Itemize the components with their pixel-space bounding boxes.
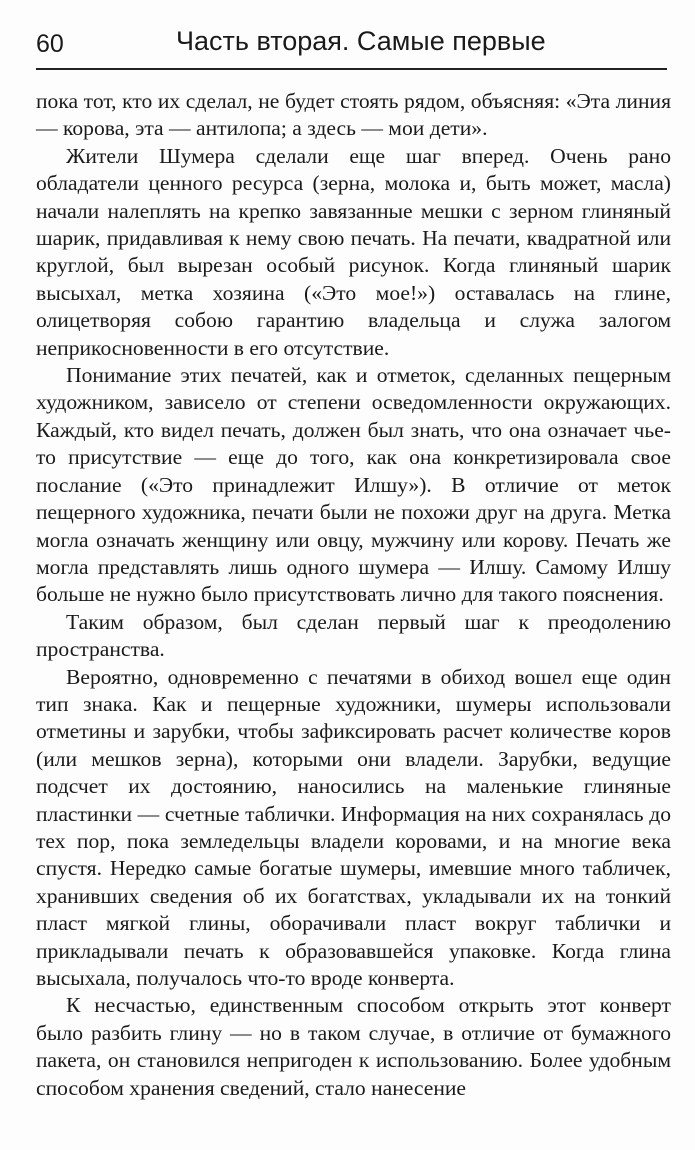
paragraph: Вероятно, одновременно с печатями в обиход вошел еще один тип знака. Как и пещерные художники, шумеры использовали отметины и зарубки, чтобы зафиксировать расчет количестве коров (или мешков зерна), которыми они владели. Зарубки, ведущие подсчет их достоянию, наносились на маленькие глиняные пластинки — счетные таблички. Информация на них сохранялась до тех пор, пока земледельцы владели коровами, и на многие века спустя. Нередко самые богатые шумеры, имевшие много табличек, хранивших сведения об их богатствах, укладывали их на тонкий пласт мягкой глины, оборачивали пласт вокруг таблички и прикладывали печать к образовавшейся упаковке. Когда глина высыхала, получалось что-то вроде конверта. [36, 664, 671, 990]
paragraph: Понимание этих печатей, как и отметок, сделанных пещерным художником, зависело от степени осведомленности окружающих. Каждый, кто видел печать, должен был знать, что она означает чье-то присутствие — еще до того, как она конкретизировала свое послание («Это принадлежит Илшу»). В отличие от меток пещерного художника, печати были не похожи друг на друга. Метка могла означать женщину или овцу, мужчину или корову. Печать же могла представлять лишь одного шумера — Илшу. Самому Илшу больше не нужно было присутствовать лично для такого пояснения. [36, 363, 671, 607]
paragraph: Таким образом, был сделан первый шаг к преодолению пространства. [36, 609, 671, 662]
running-head [36, 22, 667, 66]
paragraph: Жители Шумера сделали еще шаг вперед. Очень рано обладатели ценного ресурса (зерна, молока и, быть может, масла) начали налеплять на крепко завязанные мешки с зерном глиняный шарик, придавливая к нему свою печать. На печати, квадратной или круглой, был вырезан особый рисунок. Когда глиняный шарик высыхал, метка хозяина («Это мое!») оставалась на глине, олицетворяя собою гарантию владельца и служа залогом неприкосновенности в его отсутствие. [36, 143, 671, 360]
paragraph: К несчастью, единственным способом открыть этот конверт было разбить глину — но в таком случае, в отличие от бумажного пакета, он становился непригоден к использованию. Более удобным способом хранения сведений, стало нанесение [36, 993, 671, 1100]
body-text [36, 88, 671, 1102]
page-number: 60 [36, 30, 64, 58]
header-rule [36, 68, 667, 70]
paragraph: пока тот, кто их сделал, не будет стоять рядом, объясняя: «Эта линия — корова, эта — антилопа; а здесь — мои дети». [36, 89, 671, 141]
chapter-title: Часть вторая. Самые первые [176, 26, 546, 56]
